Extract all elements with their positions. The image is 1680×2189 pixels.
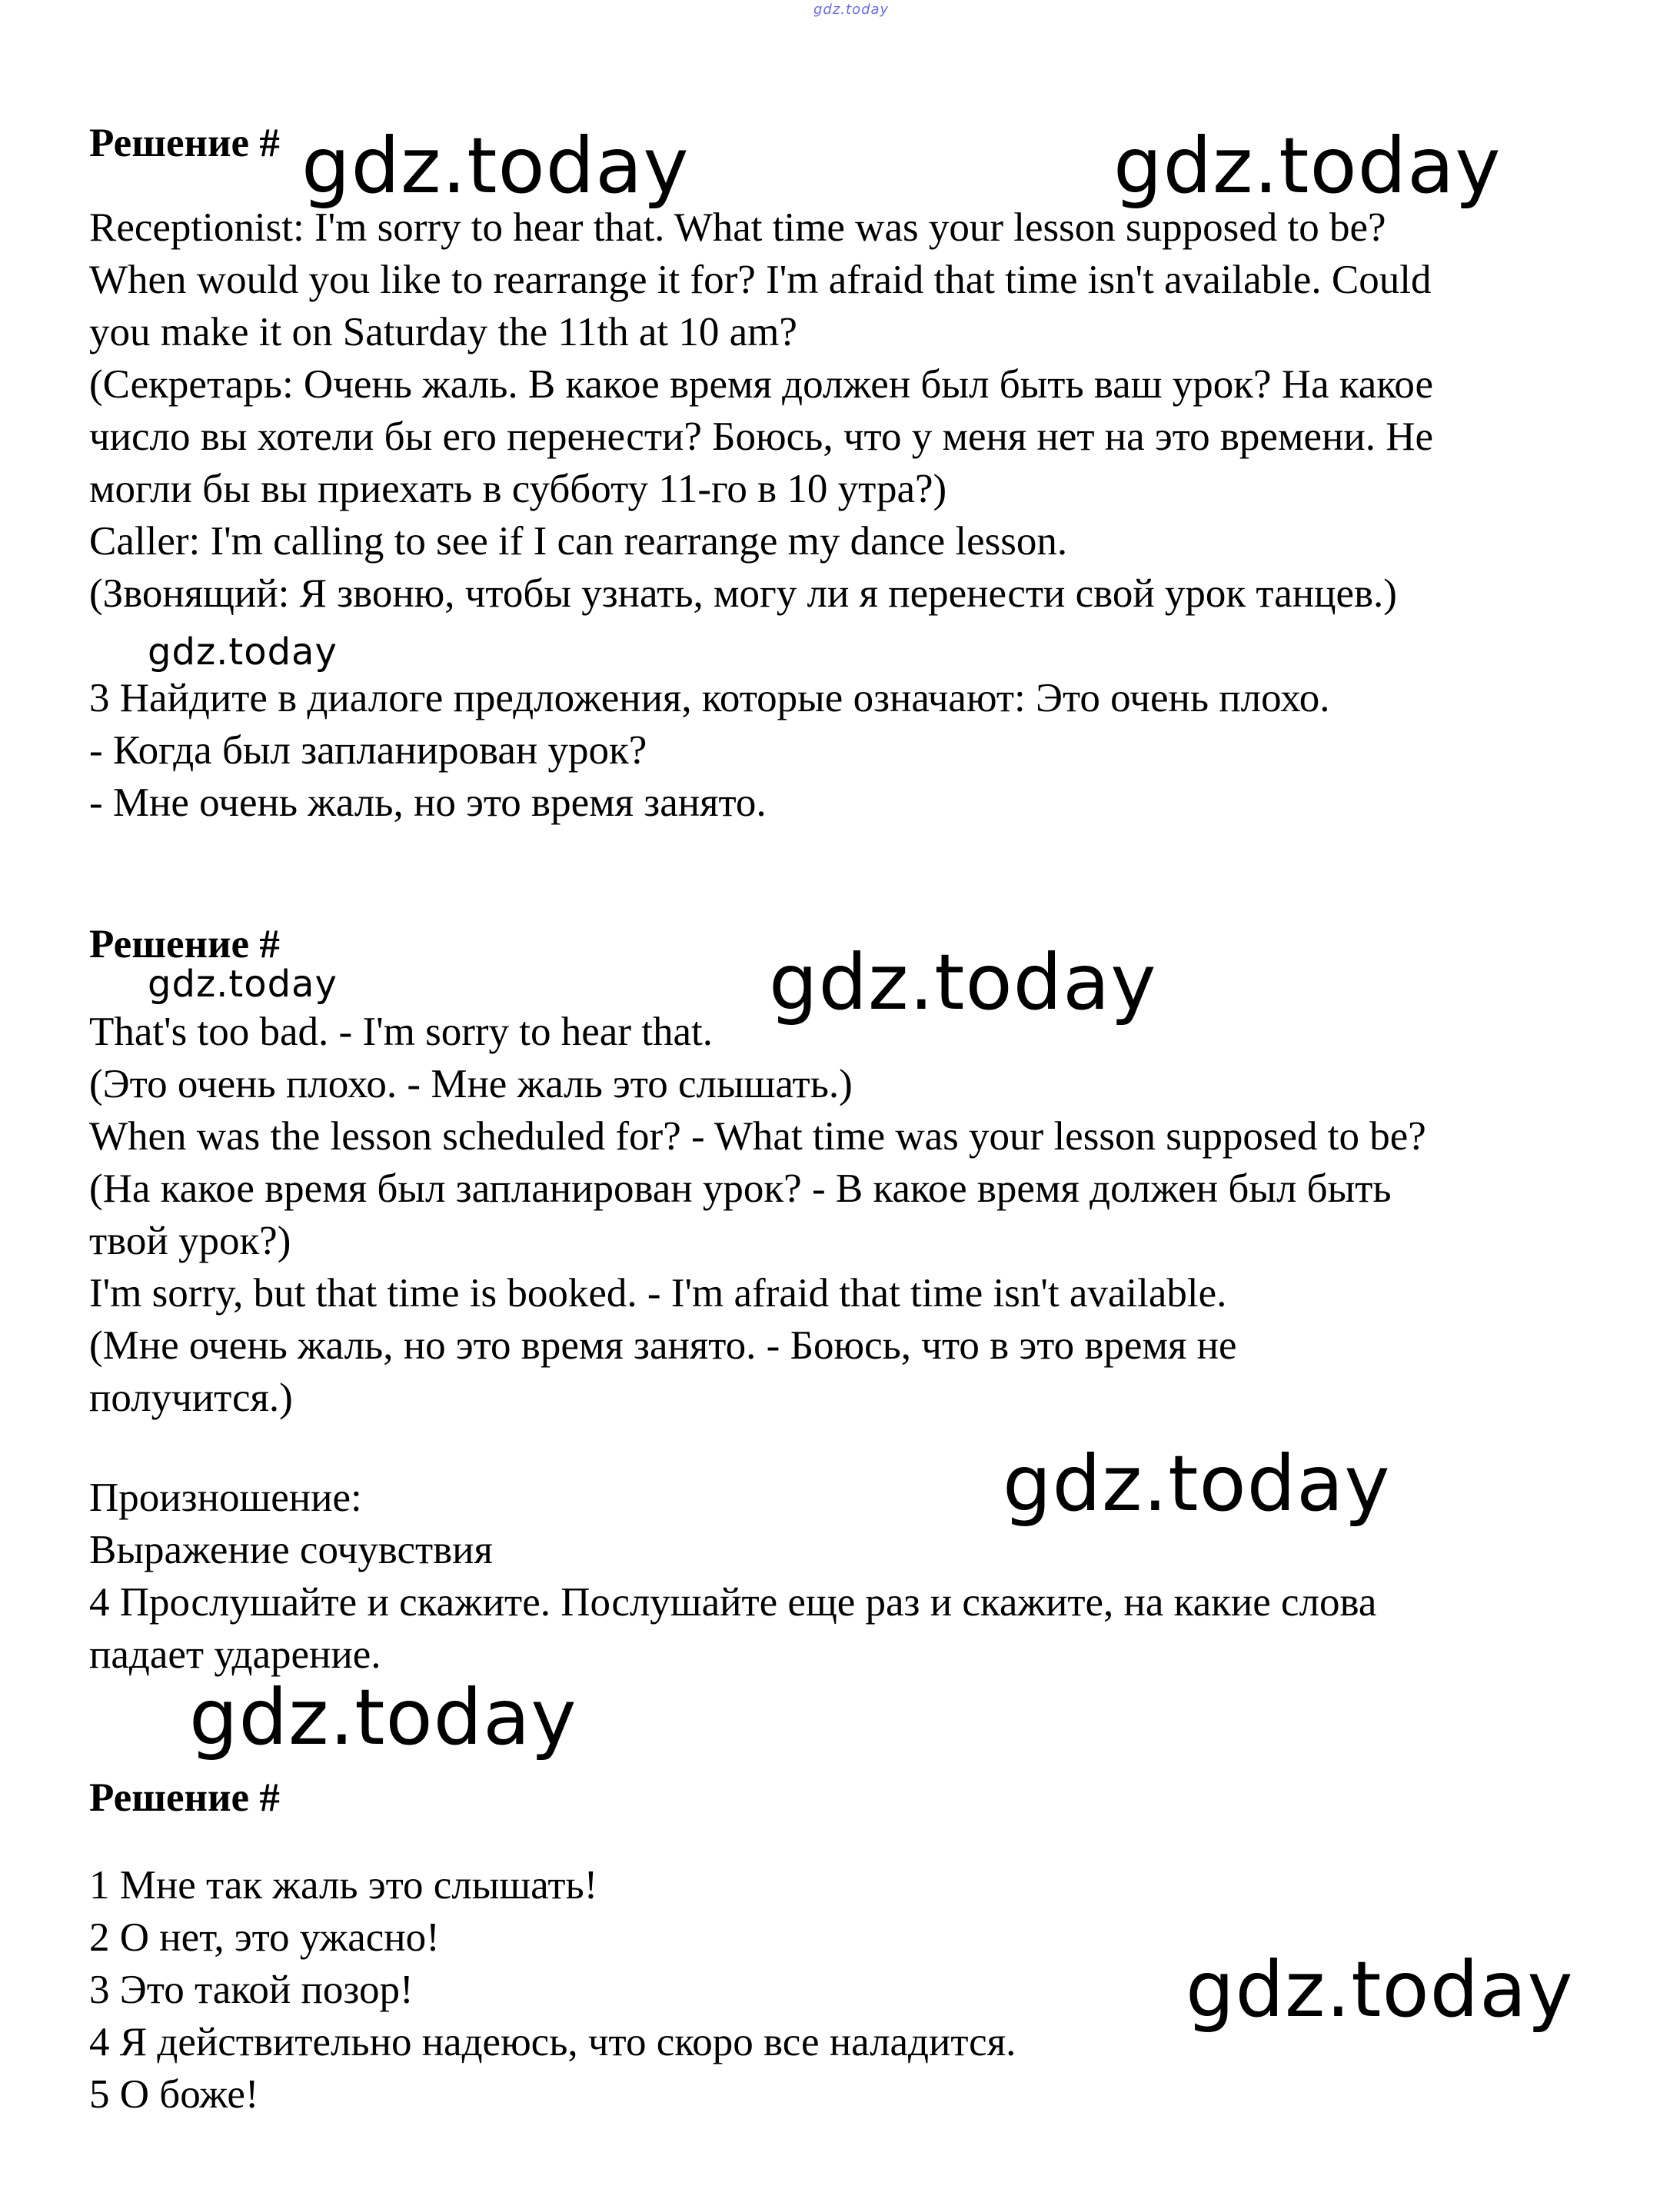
text-line: (Звонящий: Я звоню, чтобы узнать, могу ли я перенести свой урок танцев.) (89, 571, 1397, 616)
watermark: gdz.today (1003, 1439, 1391, 1529)
solution-heading-3: Решение # (89, 1775, 280, 1820)
task-line: 3 Найдите в диалоге предложения, которые означают: Это очень плохо. (89, 676, 1330, 720)
text-line: (Секретарь: Очень жаль. В какое время должен был быть ваш урок? На какое (89, 362, 1434, 407)
watermark-top: gdz.today (813, 2, 890, 18)
text-line: получится.) (89, 1376, 293, 1420)
text-line: When was the lesson scheduled for? - What time was your lesson supposed to be? (89, 1114, 1426, 1159)
text-line: число вы хотели бы его перенести? Боюсь, что у меня нет на это времени. Не (89, 414, 1434, 459)
watermark: gdz.today (148, 630, 338, 674)
watermark: gdz.today (189, 1672, 577, 1762)
text-line: you make it on Saturday the 11th at 10 am? (89, 310, 797, 354)
text-line: When would you like to rearrange it for? I'm afraid that time isn't available. Could (89, 258, 1432, 302)
text-line: твой урок?) (89, 1219, 291, 1263)
list-item: 1 Мне так жаль это слышать! (89, 1863, 598, 1908)
text-line: (На какое время был запланирован урок? - В какое время должен был быть (89, 1166, 1392, 1211)
watermark: gdz.today (148, 963, 338, 1006)
text-line: That's too bad. - I'm sorry to hear that. (89, 1010, 713, 1054)
list-item: 3 Это такой позор! (89, 1968, 414, 2012)
watermark: gdz.today (301, 121, 690, 211)
task-line: падает ударение. (89, 1632, 381, 1677)
list-item: 4 Я действительно надеюсь, что скоро все наладится. (89, 2020, 1016, 2064)
task-line: Произношение: (89, 1475, 362, 1520)
task-line: - Мне очень жаль, но это время занято. (89, 780, 767, 825)
text-line: I'm sorry, but that time is booked. - I'm afraid that time isn't available. (89, 1271, 1227, 1316)
text-line: Receptionist: I'm sorry to hear that. What time was your lesson supposed to be? (89, 205, 1386, 250)
solution-heading-1: Решение # (89, 121, 280, 165)
text-line: (Мне очень жаль, но это время занято. - Боюсь, что в это время не (89, 1323, 1237, 1368)
watermark: gdz.today (769, 937, 1157, 1027)
watermark: gdz.today (1186, 1944, 1574, 2034)
list-item: 2 О нет, это ужасно! (89, 1915, 440, 1960)
solution-heading-2: Решение # (89, 922, 280, 966)
task-line: 4 Прослушайте и скажите. Послушайте еще раз и скажите, на какие слова (89, 1580, 1377, 1625)
text-line: Caller: I'm calling to see if I can rearrange my dance lesson. (89, 519, 1068, 564)
text-line: могли бы вы приехать в субботу 11-го в 10 утра?) (89, 467, 947, 511)
watermark: gdz.today (1113, 121, 1502, 211)
task-line: Выражение сочувствия (89, 1528, 493, 1572)
text-line: (Это очень плохо. - Мне жаль это слышать.) (89, 1062, 853, 1106)
task-line: - Когда был запланирован урок? (89, 728, 647, 773)
list-item: 5 О боже! (89, 2072, 259, 2117)
